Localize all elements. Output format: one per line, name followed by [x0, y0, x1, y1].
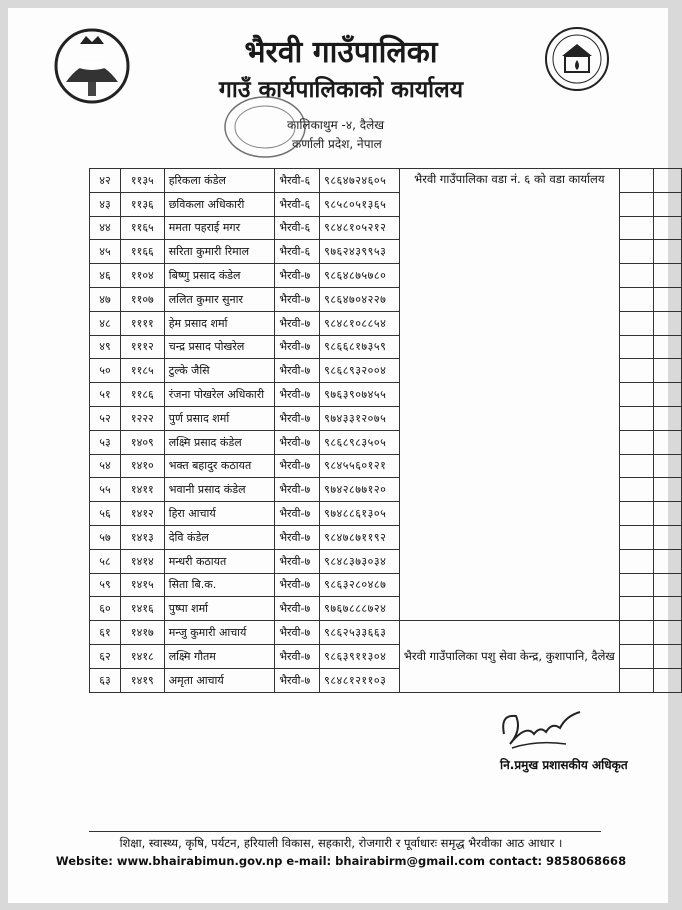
serial-number: ६२	[90, 644, 121, 668]
serial-number: ५३	[90, 430, 121, 454]
ward-address: भैरवी-७	[275, 406, 320, 430]
signature-icon	[496, 704, 586, 756]
empty-cell	[653, 287, 681, 311]
empty-cell	[653, 406, 681, 430]
empty-cell	[619, 335, 653, 359]
serial-number: ५०	[90, 359, 121, 383]
serial-number: ४९	[90, 335, 121, 359]
ward-address: भैरवी-६	[275, 169, 320, 193]
member-name: भक्त बहादुर कठायत	[164, 454, 275, 478]
empty-cell	[653, 192, 681, 216]
signer-title: नि.प्रमुख प्रशासकीय अधिकृत	[500, 758, 628, 772]
registration-number: ११६६	[120, 240, 164, 264]
empty-cell	[653, 383, 681, 407]
empty-cell	[653, 573, 681, 597]
member-name: भवानी प्रसाद कंडेल	[164, 478, 275, 502]
member-name: लक्ष्मि गौतम	[164, 644, 275, 668]
empty-cell	[619, 430, 653, 454]
phone-number: ९७६३९०७४५५	[320, 383, 400, 407]
registration-number: ११०७	[120, 287, 164, 311]
phone-number: ९८६३९११३०४	[320, 644, 400, 668]
empty-cell	[619, 573, 653, 597]
empty-cell	[653, 668, 681, 692]
empty-cell	[619, 549, 653, 573]
ward-address: भैरवी-७	[275, 430, 320, 454]
ward-address: भैरवी-७	[275, 287, 320, 311]
ward-address: भैरवी-७	[275, 668, 320, 692]
member-name: हिरा आचार्य	[164, 502, 275, 526]
empty-cell	[653, 264, 681, 288]
ward-address: भैरवी-७	[275, 311, 320, 335]
table-row	[90, 621, 682, 645]
empty-cell	[619, 287, 653, 311]
serial-number: ६१	[90, 621, 121, 645]
member-name: पुष्पा शर्मा	[164, 597, 275, 621]
member-name: रंजना पोखरेल अधिकारी	[164, 383, 275, 407]
registration-number: ११११	[120, 311, 164, 335]
empty-cell	[619, 597, 653, 621]
ward-office-cell: भैरवी गाउँपालिका वडा नं. ६ को वडा कार्यालय	[399, 169, 619, 621]
serial-number: ४४	[90, 216, 121, 240]
member-name: सिता बि.क.	[164, 573, 275, 597]
member-name: ममता पहराई मगर	[164, 216, 275, 240]
phone-number: ९७६७८८८७२४	[320, 597, 400, 621]
empty-cell	[619, 454, 653, 478]
empty-cell	[653, 216, 681, 240]
phone-number: ९८६६८१७३५९	[320, 335, 400, 359]
member-name: ललित कुमार सुनार	[164, 287, 275, 311]
ward-address: भैरवी-७	[275, 621, 320, 645]
member-name: अमृता आचार्य	[164, 668, 275, 692]
serial-number: ६३	[90, 668, 121, 692]
empty-cell	[653, 454, 681, 478]
registration-number: ११३५	[120, 169, 164, 193]
ward-address: भैरवी-७	[275, 335, 320, 359]
office-subtitle: गाउँ कार्यपालिकाको कार्यालय	[218, 77, 464, 103]
member-name: चन्द्र प्रसाद पोखरेल	[164, 335, 275, 359]
member-list-table	[89, 168, 682, 693]
phone-number: ९८४८१२११०३	[320, 668, 400, 692]
ward-address: भैरवी-७	[275, 644, 320, 668]
empty-cell	[619, 216, 653, 240]
ward-address: भैरवी-७	[275, 549, 320, 573]
registration-number: १४११	[120, 478, 164, 502]
phone-number: ९८६४७२४६०५	[320, 169, 400, 193]
empty-cell	[653, 169, 681, 193]
footer-motto: शिक्षा, स्वास्थ्य, कृषि, पर्यटन, हरियाली विकास, सहकारी, रोजगारी र पूर्वाधारः समृद्ध भैरवीका आठ आधार ।	[119, 836, 563, 850]
empty-cell	[653, 335, 681, 359]
phone-number: ९७४२८७७१२०	[320, 478, 400, 502]
registration-number: १४१३	[120, 525, 164, 549]
phone-number: ९७४३३१२०७५	[320, 406, 400, 430]
vet-office-cell: भैरवी गाउँपालिका पशु सेवा केन्द्र, कुशापानि, दैलेख	[399, 621, 619, 692]
phone-number: ९८६४८७५७८०	[320, 264, 400, 288]
address-line-2: कर्णाली प्रदेश, नेपाल	[292, 137, 382, 151]
member-name: लक्ष्मि प्रसाद कंडेल	[164, 430, 275, 454]
empty-cell	[619, 478, 653, 502]
serial-number: ५८	[90, 549, 121, 573]
registration-number: १४०९	[120, 430, 164, 454]
member-name: बिष्णु प्रसाद कंडेल	[164, 264, 275, 288]
registration-number: १४१६	[120, 597, 164, 621]
serial-number: ५४	[90, 454, 121, 478]
phone-number: ९८६८९३२००४	[320, 359, 400, 383]
empty-cell	[653, 644, 681, 668]
serial-number: ५५	[90, 478, 121, 502]
registration-number: १४१५	[120, 573, 164, 597]
ward-address: भैरवी-६	[275, 240, 320, 264]
empty-cell	[653, 240, 681, 264]
empty-cell	[619, 502, 653, 526]
phone-number: ९८६८९८३५०५	[320, 430, 400, 454]
member-name: छविकला अधिकारी	[164, 192, 275, 216]
member-name: देवि कंडेल	[164, 525, 275, 549]
ward-address: भैरवी-७	[275, 573, 320, 597]
empty-cell	[653, 597, 681, 621]
serial-number: ५२	[90, 406, 121, 430]
phone-number: ९८६३२८०४८७	[320, 573, 400, 597]
serial-number: ५७	[90, 525, 121, 549]
ward-address: भैरवी-७	[275, 502, 320, 526]
serial-number: ६०	[90, 597, 121, 621]
address-line-1: कालिकाथुम -४, दैलेख	[287, 118, 385, 132]
member-name: मन्जु कुमारी आचार्य	[164, 621, 275, 645]
serial-number: ४३	[90, 192, 121, 216]
registration-number: ११३६	[120, 192, 164, 216]
empty-cell	[619, 621, 653, 645]
serial-number: ४७	[90, 287, 121, 311]
ward-address: भैरवी-६	[275, 216, 320, 240]
empty-cell	[619, 264, 653, 288]
registration-number: ११८६	[120, 383, 164, 407]
member-name: सरिता कुमारी रिमाल	[164, 240, 275, 264]
empty-cell	[653, 549, 681, 573]
empty-cell	[653, 502, 681, 526]
empty-cell	[619, 406, 653, 430]
member-name: हेम प्रसाद शर्मा	[164, 311, 275, 335]
serial-number: ५१	[90, 383, 121, 407]
footer-divider	[89, 831, 601, 832]
ward-address: भैरवी-७	[275, 359, 320, 383]
registration-number: १४१९	[120, 668, 164, 692]
municipality-title: भैरवी गाउँपालिका	[244, 35, 438, 70]
registration-number: १४१७	[120, 621, 164, 645]
empty-cell	[619, 192, 653, 216]
ward-address: भैरवी-७	[275, 454, 320, 478]
phone-number: ९८४५५६०१२१	[320, 454, 400, 478]
phone-number: ९८६२५३३६६३	[320, 621, 400, 645]
empty-cell	[619, 644, 653, 668]
empty-cell	[619, 311, 653, 335]
serial-number: ४५	[90, 240, 121, 264]
serial-number: ४८	[90, 311, 121, 335]
ward-address: भैरवी-७	[275, 525, 320, 549]
member-name: टुल्के जैसि	[164, 359, 275, 383]
empty-cell	[619, 240, 653, 264]
footer-contact: Website: www.bhairabimun.gov.np e-mail: bhairabirm@gmail.com contact: 9858068668	[55, 854, 627, 868]
phone-number: ९७६२४३९९५३	[320, 240, 400, 264]
registration-number: ११०४	[120, 264, 164, 288]
phone-number: ९७४८८६१३०५	[320, 502, 400, 526]
registration-number: १४१२	[120, 502, 164, 526]
empty-cell	[653, 621, 681, 645]
registration-number: १४१८	[120, 644, 164, 668]
phone-number: ९८४८३७३०३४	[320, 549, 400, 573]
phone-number: ९८४७८७११९२	[320, 525, 400, 549]
table-row	[90, 169, 682, 193]
empty-cell	[653, 311, 681, 335]
phone-number: ९८४८१०८८५४	[320, 311, 400, 335]
empty-cell	[619, 525, 653, 549]
empty-cell	[653, 359, 681, 383]
empty-cell	[619, 383, 653, 407]
phone-number: ९८५८०५१३६५	[320, 192, 400, 216]
serial-number: ५६	[90, 502, 121, 526]
phone-number: ९८६४७०४२२७	[320, 287, 400, 311]
ward-address: भैरवी-७	[275, 383, 320, 407]
municipality-logo-icon	[544, 26, 610, 92]
registration-number: १११२	[120, 335, 164, 359]
phone-number: ९८४८१०५२१२	[320, 216, 400, 240]
office-stamp-icon	[222, 92, 308, 162]
ward-address: भैरवी-७	[275, 597, 320, 621]
empty-cell	[619, 668, 653, 692]
empty-cell	[653, 430, 681, 454]
serial-number: ४२	[90, 169, 121, 193]
empty-cell	[619, 169, 653, 193]
serial-number: ५९	[90, 573, 121, 597]
ward-address: भैरवी-६	[275, 192, 320, 216]
member-name: हरिकला कंडेल	[164, 169, 275, 193]
registration-number: १४१४	[120, 549, 164, 573]
empty-cell	[653, 478, 681, 502]
empty-cell	[653, 525, 681, 549]
registration-number: ११६५	[120, 216, 164, 240]
empty-cell	[619, 359, 653, 383]
serial-number: ४६	[90, 264, 121, 288]
registration-number: १४१०	[120, 454, 164, 478]
member-name: पुर्ण प्रसाद शर्मा	[164, 406, 275, 430]
ward-address: भैरवी-७	[275, 264, 320, 288]
member-name: मन्धरी कठायत	[164, 549, 275, 573]
member-list-body	[90, 169, 682, 693]
registration-number: १२२२	[120, 406, 164, 430]
ward-address: भैरवी-७	[275, 478, 320, 502]
registration-number: ११८५	[120, 359, 164, 383]
